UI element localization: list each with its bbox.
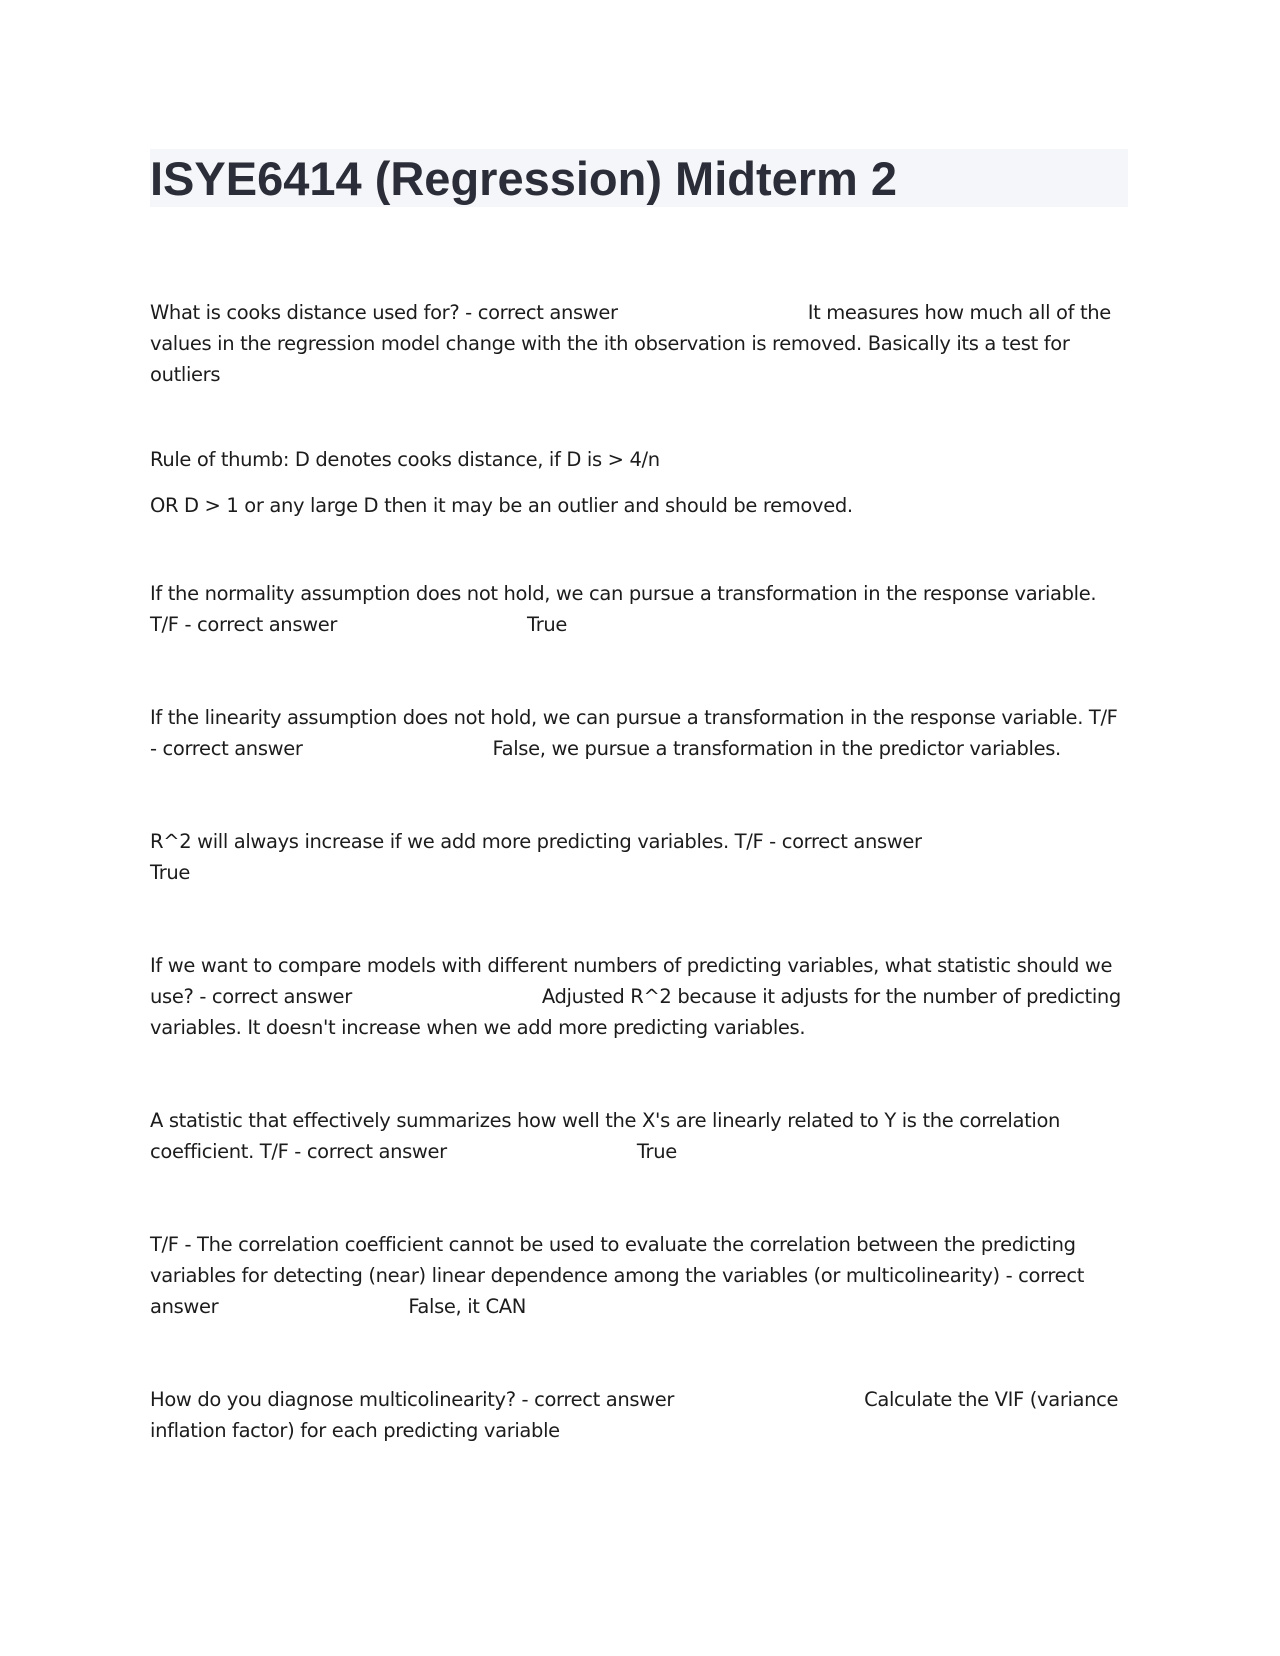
qa-item-correlation-coefficient xyxy=(150,1105,1130,1167)
question-text: What is cooks distance used for? - correct answer xyxy=(150,301,618,324)
question-text: If the linearity assumption does not hold, we can pursue a transformation in the response variable. T/F - correct answer xyxy=(150,706,1118,760)
question-text: How do you diagnose multicolinearity? - correct answer xyxy=(150,1388,675,1411)
qa-item-linearity xyxy=(150,702,1130,764)
qa-item-cooks-distance xyxy=(150,297,1130,390)
answer-text: It measures how much all of the values in the regression model change with the ith observation is removed. Basically its a test for outliers xyxy=(150,301,1111,386)
qa-item-adjusted-r-squared xyxy=(150,950,1130,1043)
qa-item-diagnose-multicolinearity xyxy=(150,1384,1130,1446)
note-rule-of-thumb: Rule of thumb: D denotes cooks distance, if D is > 4/n xyxy=(150,448,660,471)
qa-item-r-squared xyxy=(150,826,1130,888)
answer-text: False, it CAN xyxy=(408,1295,526,1318)
question-text: If the normality assumption does not hold, we can pursue a transformation in the response variable. T/F - correct answer xyxy=(150,582,1097,636)
qa-item-multicolinearity-correlation xyxy=(150,1229,1130,1322)
question-text: If we want to compare models with different numbers of predicting variables, what statistic should we use? - correct answer xyxy=(150,954,1113,1008)
answer-text: Calculate the VIF (variance inflation factor) for each predicting variable xyxy=(150,1388,1119,1442)
question-text: T/F - The correlation coefficient cannot be used to evaluate the correlation between the predicting variables for detecting (near) linear dependence among the variables (or multicolinearity) - correct answer xyxy=(150,1233,1084,1318)
note-outlier-removal: OR D > 1 or any large D then it may be an outlier and should be removed. xyxy=(150,494,853,517)
answer-text: True xyxy=(527,613,568,636)
answer-text: True xyxy=(636,1140,677,1163)
question-text: A statistic that effectively summarizes how well the X's are linearly related to Y is the correlation coefficient. T/F - correct answer xyxy=(150,1109,1061,1163)
document-title: ISYE6414 (Regression) Midterm 2 xyxy=(150,152,898,205)
answer-text: True xyxy=(150,861,191,884)
answer-text: Adjusted R^2 because it adjusts for the number of predicting variables. It doesn't increase when we add more predicting variables. xyxy=(150,985,1121,1039)
qa-item-normality xyxy=(150,578,1130,640)
answer-text: False, we pursue a transformation in the predictor variables. xyxy=(492,737,1061,760)
question-text: R^2 will always increase if we add more predicting variables. T/F - correct answer xyxy=(150,830,922,853)
